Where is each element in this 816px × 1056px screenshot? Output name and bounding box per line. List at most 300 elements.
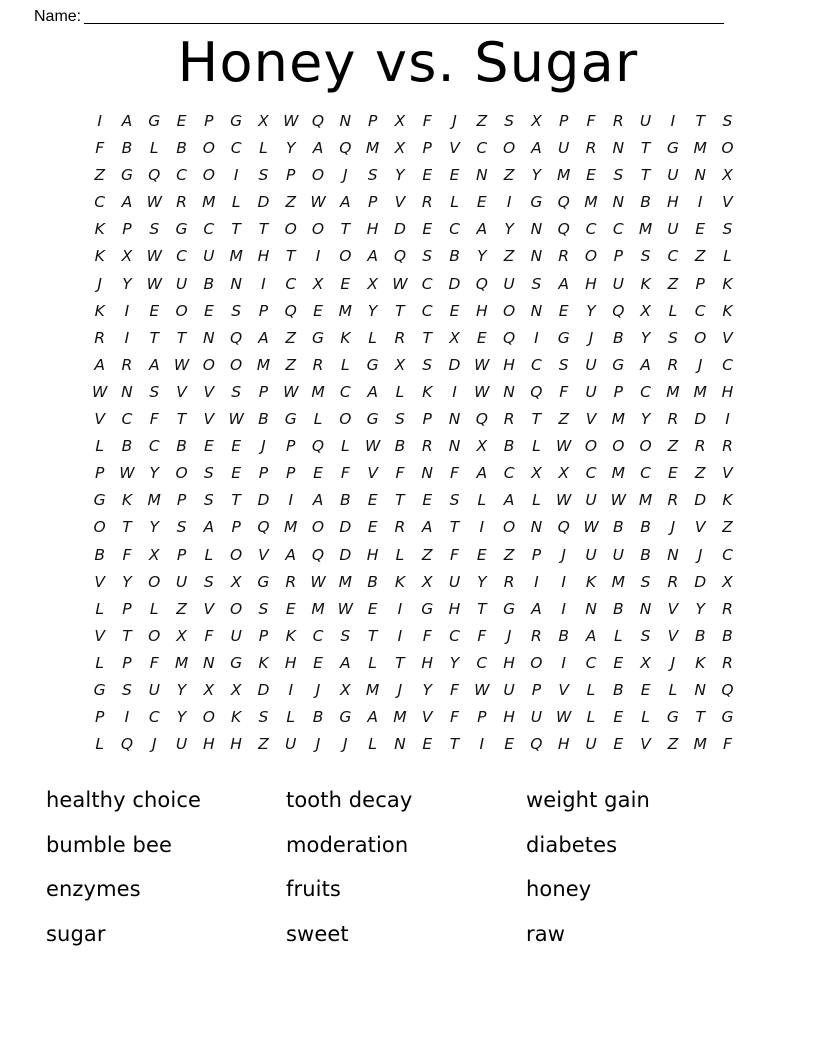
grid-letter[interactable]: S bbox=[449, 491, 460, 510]
grid-letter[interactable]: V bbox=[667, 626, 679, 645]
grid-letter[interactable]: Z bbox=[421, 545, 433, 564]
grid-letter[interactable]: K bbox=[121, 491, 133, 510]
grid-letter[interactable]: D bbox=[393, 220, 406, 239]
grid-letter[interactable]: G bbox=[666, 139, 679, 158]
grid-letter[interactable]: V bbox=[585, 410, 597, 429]
grid-letter[interactable]: B bbox=[558, 626, 570, 645]
grid-letter[interactable]: O bbox=[202, 166, 215, 185]
grid-letter[interactable]: K bbox=[394, 572, 405, 591]
grid-letter[interactable]: I bbox=[670, 112, 676, 130]
grid-letter[interactable]: K bbox=[422, 382, 433, 401]
grid-letter[interactable]: E bbox=[313, 653, 323, 672]
grid-letter[interactable]: B bbox=[394, 437, 406, 456]
grid-letter[interactable]: O bbox=[639, 437, 652, 456]
grid-letter[interactable]: L bbox=[95, 653, 104, 672]
grid-letter[interactable]: U bbox=[148, 680, 160, 699]
grid-letter[interactable]: Q bbox=[148, 166, 161, 185]
grid-letter[interactable]: Y bbox=[395, 166, 405, 185]
grid-letter[interactable]: Q bbox=[557, 220, 570, 239]
grid-letter[interactable]: R bbox=[94, 328, 106, 347]
grid-letter[interactable]: W bbox=[474, 382, 490, 401]
grid-letter[interactable]: P bbox=[258, 301, 269, 320]
grid-letter[interactable]: N bbox=[121, 382, 133, 401]
grid-letter[interactable]: S bbox=[203, 464, 214, 483]
grid-letter[interactable]: I bbox=[561, 599, 566, 618]
grid-letter[interactable]: W bbox=[610, 491, 626, 510]
grid-letter[interactable]: A bbox=[476, 464, 488, 483]
grid-letter[interactable]: U bbox=[530, 708, 543, 727]
grid-letter[interactable]: P bbox=[94, 464, 105, 483]
grid-letter[interactable]: P bbox=[258, 626, 269, 645]
grid-letter[interactable]: E bbox=[285, 599, 296, 618]
grid-letter[interactable]: V bbox=[421, 708, 433, 727]
grid-letter[interactable]: Y bbox=[477, 572, 487, 591]
grid-letter[interactable]: U bbox=[175, 735, 188, 754]
grid-letter[interactable]: R bbox=[722, 653, 733, 672]
word-search-grid[interactable] bbox=[86, 108, 734, 758]
grid-letter[interactable]: E bbox=[504, 735, 514, 754]
grid-letter[interactable]: C bbox=[585, 464, 597, 483]
grid-letter[interactable]: Y bbox=[477, 247, 487, 266]
grid-letter[interactable]: L bbox=[149, 139, 159, 158]
grid-letter[interactable]: D bbox=[694, 410, 707, 429]
grid-letter[interactable]: Z bbox=[476, 112, 488, 130]
grid-letter[interactable]: O bbox=[584, 437, 598, 456]
grid-letter[interactable]: O bbox=[339, 410, 352, 429]
grid-letter[interactable]: T bbox=[640, 139, 651, 158]
grid-letter[interactable]: E bbox=[176, 112, 187, 130]
grid-letter[interactable]: V bbox=[203, 382, 215, 401]
grid-letter[interactable]: Q bbox=[721, 680, 734, 699]
grid-letter[interactable]: P bbox=[531, 680, 542, 699]
grid-letter[interactable]: X bbox=[640, 301, 651, 320]
grid-letter[interactable]: B bbox=[121, 139, 133, 158]
grid-letter[interactable]: A bbox=[531, 599, 542, 618]
grid-letter[interactable]: M bbox=[666, 382, 680, 401]
grid-letter[interactable]: V bbox=[258, 545, 269, 564]
grid-letter[interactable]: L bbox=[395, 382, 405, 401]
grid-letter[interactable]: L bbox=[259, 139, 268, 158]
grid-letter[interactable]: L bbox=[95, 735, 104, 754]
grid-letter[interactable]: J bbox=[506, 626, 512, 645]
grid-letter[interactable]: Y bbox=[504, 220, 514, 239]
grid-letter[interactable]: U bbox=[585, 355, 597, 374]
grid-letter[interactable]: Z bbox=[285, 193, 297, 212]
grid-letter[interactable]: Y bbox=[422, 680, 432, 699]
grid-letter[interactable]: F bbox=[149, 410, 159, 429]
grid-letter[interactable]: T bbox=[395, 491, 405, 510]
grid-letter[interactable]: E bbox=[449, 166, 460, 185]
grid-letter[interactable]: C bbox=[285, 274, 297, 293]
grid-letter[interactable]: S bbox=[122, 680, 132, 699]
grid-letter[interactable]: Y bbox=[531, 166, 542, 185]
grid-letter[interactable]: I bbox=[697, 193, 703, 212]
grid-letter[interactable]: Z bbox=[667, 735, 679, 754]
grid-letter[interactable]: E bbox=[422, 166, 433, 185]
grid-letter[interactable]: D bbox=[257, 193, 270, 212]
name-input-blank[interactable] bbox=[84, 10, 724, 24]
grid-letter[interactable]: I bbox=[397, 626, 403, 645]
grid-letter[interactable]: H bbox=[503, 708, 515, 727]
grid-letter[interactable]: B bbox=[449, 247, 460, 266]
word-bank-item[interactable]: honey bbox=[526, 877, 592, 902]
grid-letter[interactable]: S bbox=[504, 112, 515, 130]
grid-letter[interactable]: V bbox=[640, 735, 651, 754]
grid-letter[interactable]: D bbox=[339, 545, 352, 564]
grid-letter[interactable]: I bbox=[479, 518, 485, 537]
grid-letter[interactable]: A bbox=[367, 708, 378, 727]
grid-letter[interactable]: M bbox=[638, 491, 653, 510]
grid-letter[interactable]: I bbox=[561, 653, 566, 672]
grid-letter[interactable]: M bbox=[229, 247, 243, 266]
grid-letter[interactable]: C bbox=[449, 220, 460, 239]
grid-letter[interactable]: R bbox=[585, 139, 597, 158]
grid-letter[interactable]: P bbox=[231, 518, 241, 537]
grid-letter[interactable]: I bbox=[725, 410, 730, 429]
grid-letter[interactable]: J bbox=[670, 518, 676, 537]
grid-letter[interactable]: N bbox=[448, 437, 461, 456]
grid-letter[interactable]: B bbox=[176, 139, 187, 158]
grid-letter[interactable]: E bbox=[695, 220, 706, 239]
grid-letter[interactable]: H bbox=[667, 193, 679, 212]
grid-letter[interactable]: R bbox=[421, 437, 433, 456]
grid-letter[interactable]: J bbox=[315, 735, 321, 754]
grid-letter[interactable]: B bbox=[176, 437, 187, 456]
grid-letter[interactable]: V bbox=[203, 599, 215, 618]
grid-letter[interactable]: K bbox=[258, 653, 269, 672]
grid-letter[interactable]: J bbox=[261, 437, 266, 456]
grid-letter[interactable]: M bbox=[557, 166, 571, 185]
grid-letter[interactable]: C bbox=[121, 410, 133, 429]
grid-letter[interactable]: E bbox=[449, 301, 460, 320]
grid-letter[interactable]: N bbox=[530, 247, 543, 266]
grid-letter[interactable]: E bbox=[640, 680, 651, 699]
grid-letter[interactable]: E bbox=[667, 464, 678, 483]
grid-letter[interactable]: W bbox=[146, 193, 162, 212]
grid-letter[interactable]: E bbox=[422, 220, 433, 239]
grid-letter[interactable]: O bbox=[530, 653, 543, 672]
grid-letter[interactable]: J bbox=[670, 653, 676, 672]
grid-letter[interactable]: J bbox=[588, 328, 594, 347]
grid-letter[interactable]: I bbox=[233, 166, 239, 185]
grid-letter[interactable]: T bbox=[422, 328, 432, 347]
grid-letter[interactable]: Q bbox=[612, 301, 625, 320]
grid-letter[interactable]: W bbox=[310, 572, 326, 591]
grid-letter[interactable]: N bbox=[694, 680, 706, 699]
grid-letter[interactable]: D bbox=[448, 274, 461, 293]
grid-letter[interactable]: K bbox=[722, 274, 733, 293]
grid-letter[interactable]: L bbox=[668, 680, 678, 699]
grid-letter[interactable]: W bbox=[91, 382, 108, 401]
grid-letter[interactable]: Q bbox=[475, 274, 488, 293]
grid-letter[interactable]: V bbox=[722, 328, 733, 347]
grid-letter[interactable]: Q bbox=[230, 328, 243, 347]
grid-letter[interactable]: G bbox=[284, 410, 297, 429]
grid-letter[interactable]: S bbox=[667, 328, 678, 347]
grid-letter[interactable]: S bbox=[258, 599, 269, 618]
grid-letter[interactable]: J bbox=[343, 166, 348, 185]
grid-letter[interactable]: P bbox=[258, 464, 269, 483]
grid-letter[interactable]: M bbox=[693, 382, 707, 401]
grid-letter[interactable]: Y bbox=[449, 653, 460, 672]
grid-letter[interactable]: Y bbox=[695, 599, 705, 618]
grid-letter[interactable]: E bbox=[231, 464, 242, 483]
grid-letter[interactable]: V bbox=[203, 410, 215, 429]
grid-letter[interactable]: P bbox=[176, 545, 187, 564]
grid-letter[interactable]: S bbox=[176, 518, 187, 537]
grid-letter[interactable]: T bbox=[367, 626, 378, 645]
grid-letter[interactable]: C bbox=[94, 193, 106, 212]
grid-letter[interactable]: Z bbox=[503, 545, 515, 564]
grid-letter[interactable]: L bbox=[477, 491, 487, 510]
grid-letter[interactable]: K bbox=[695, 653, 706, 672]
grid-letter[interactable]: I bbox=[397, 599, 403, 618]
grid-letter[interactable]: R bbox=[421, 193, 433, 212]
grid-letter[interactable]: X bbox=[340, 680, 351, 699]
grid-letter[interactable]: A bbox=[203, 518, 215, 537]
grid-letter[interactable]: Y bbox=[586, 301, 596, 320]
grid-letter[interactable]: V bbox=[558, 680, 569, 699]
grid-letter[interactable]: G bbox=[366, 355, 379, 374]
grid-letter[interactable]: C bbox=[585, 653, 597, 672]
grid-letter[interactable]: S bbox=[203, 491, 214, 510]
grid-letter[interactable]: L bbox=[450, 193, 459, 212]
grid-letter[interactable]: B bbox=[121, 437, 133, 456]
grid-letter[interactable]: A bbox=[531, 139, 542, 158]
grid-letter[interactable]: T bbox=[395, 653, 405, 672]
grid-letter[interactable]: Q bbox=[557, 518, 570, 537]
grid-letter[interactable]: X bbox=[449, 328, 460, 347]
grid-letter[interactable]: N bbox=[503, 382, 515, 401]
grid-letter[interactable]: F bbox=[422, 112, 432, 130]
grid-letter[interactable]: L bbox=[95, 599, 104, 618]
grid-letter[interactable]: Z bbox=[285, 355, 297, 374]
grid-letter[interactable]: Z bbox=[503, 166, 515, 185]
grid-letter[interactable]: U bbox=[558, 139, 570, 158]
grid-letter[interactable]: G bbox=[312, 328, 325, 347]
grid-letter[interactable]: O bbox=[503, 139, 516, 158]
grid-letter[interactable]: F bbox=[723, 735, 732, 754]
grid-letter[interactable]: R bbox=[176, 193, 187, 212]
grid-letter[interactable]: P bbox=[122, 220, 132, 239]
grid-letter[interactable]: X bbox=[394, 139, 406, 158]
grid-letter[interactable]: R bbox=[722, 437, 733, 456]
grid-letter[interactable]: X bbox=[258, 112, 269, 130]
grid-letter[interactable]: L bbox=[723, 247, 732, 266]
grid-letter[interactable]: V bbox=[94, 572, 105, 591]
grid-letter[interactable]: M bbox=[256, 355, 271, 374]
grid-letter[interactable]: P bbox=[477, 708, 487, 727]
grid-letter[interactable]: W bbox=[474, 680, 490, 699]
grid-letter[interactable]: A bbox=[340, 653, 351, 672]
grid-letter[interactable]: N bbox=[612, 193, 625, 212]
grid-letter[interactable]: W bbox=[173, 355, 190, 374]
grid-letter[interactable]: J bbox=[315, 680, 321, 699]
grid-letter[interactable]: T bbox=[258, 220, 269, 239]
grid-letter[interactable]: J bbox=[397, 680, 403, 699]
grid-letter[interactable]: G bbox=[93, 680, 106, 699]
grid-letter[interactable]: V bbox=[367, 464, 378, 483]
grid-letter[interactable]: X bbox=[558, 464, 569, 483]
grid-letter[interactable]: O bbox=[202, 355, 215, 374]
grid-letter[interactable]: N bbox=[585, 599, 597, 618]
grid-letter[interactable]: Z bbox=[258, 735, 269, 754]
grid-letter[interactable]: X bbox=[367, 274, 378, 293]
grid-letter[interactable]: L bbox=[95, 437, 104, 456]
grid-letter[interactable]: S bbox=[558, 355, 569, 374]
grid-letter[interactable]: N bbox=[476, 166, 488, 185]
grid-letter[interactable]: C bbox=[421, 274, 433, 293]
grid-letter[interactable]: Y bbox=[367, 301, 378, 320]
grid-letter[interactable]: Q bbox=[257, 518, 270, 537]
grid-letter[interactable]: Y bbox=[122, 572, 132, 591]
grid-letter[interactable]: L bbox=[368, 735, 377, 754]
grid-letter[interactable]: S bbox=[640, 626, 651, 645]
grid-letter[interactable]: W bbox=[474, 355, 490, 374]
grid-letter[interactable]: G bbox=[93, 491, 106, 510]
grid-letter[interactable]: B bbox=[367, 572, 378, 591]
grid-letter[interactable]: O bbox=[503, 301, 516, 320]
grid-letter[interactable]: C bbox=[421, 301, 433, 320]
grid-letter[interactable]: R bbox=[121, 355, 133, 374]
grid-letter[interactable]: N bbox=[694, 166, 706, 185]
grid-letter[interactable]: I bbox=[452, 382, 457, 401]
grid-letter[interactable]: C bbox=[476, 139, 488, 158]
grid-letter[interactable]: G bbox=[148, 112, 161, 130]
grid-letter[interactable]: L bbox=[341, 355, 350, 374]
grid-letter[interactable]: W bbox=[310, 193, 326, 212]
grid-letter[interactable]: N bbox=[203, 328, 215, 347]
word-bank-item[interactable]: diabetes bbox=[526, 832, 618, 857]
grid-letter[interactable]: T bbox=[285, 247, 296, 266]
grid-letter[interactable]: K bbox=[94, 220, 105, 239]
grid-letter[interactable]: S bbox=[231, 382, 242, 401]
grid-letter[interactable]: P bbox=[367, 112, 378, 130]
grid-letter[interactable]: B bbox=[612, 518, 624, 537]
grid-letter[interactable]: I bbox=[288, 680, 294, 699]
grid-letter[interactable]: L bbox=[532, 491, 541, 510]
grid-letter[interactable]: W bbox=[283, 382, 299, 401]
grid-letter[interactable]: Z bbox=[176, 599, 187, 618]
grid-letter[interactable]: M bbox=[611, 410, 625, 429]
grid-letter[interactable]: M bbox=[611, 464, 625, 483]
grid-letter[interactable]: L bbox=[641, 708, 650, 727]
grid-letter[interactable]: I bbox=[315, 247, 321, 266]
grid-letter[interactable]: H bbox=[448, 599, 461, 618]
word-bank-item[interactable]: weight gain bbox=[526, 788, 650, 813]
grid-letter[interactable]: B bbox=[612, 599, 624, 618]
grid-letter[interactable]: C bbox=[148, 437, 160, 456]
grid-letter[interactable]: Y bbox=[122, 274, 132, 293]
grid-letter[interactable]: W bbox=[283, 112, 299, 130]
grid-letter[interactable]: O bbox=[503, 518, 516, 537]
grid-letter[interactable]: W bbox=[556, 708, 572, 727]
grid-letter[interactable]: C bbox=[148, 708, 160, 727]
grid-letter[interactable]: R bbox=[667, 572, 679, 591]
grid-letter[interactable]: W bbox=[146, 274, 162, 293]
grid-letter[interactable]: K bbox=[340, 328, 351, 347]
grid-letter[interactable]: D bbox=[257, 491, 270, 510]
grid-letter[interactable]: S bbox=[258, 708, 269, 727]
grid-letter[interactable]: X bbox=[230, 680, 242, 699]
grid-letter[interactable]: W bbox=[556, 437, 572, 456]
grid-letter[interactable]: Q bbox=[120, 735, 134, 754]
grid-letter[interactable]: N bbox=[612, 139, 625, 158]
grid-letter[interactable]: L bbox=[586, 708, 596, 727]
grid-letter[interactable]: J bbox=[151, 735, 157, 754]
grid-letter[interactable]: H bbox=[366, 220, 379, 239]
grid-letter[interactable]: M bbox=[693, 735, 707, 754]
grid-letter[interactable]: Z bbox=[667, 274, 679, 293]
grid-letter[interactable]: G bbox=[366, 410, 379, 429]
grid-letter[interactable]: O bbox=[175, 301, 188, 320]
grid-letter[interactable]: L bbox=[231, 193, 241, 212]
grid-letter[interactable]: Z bbox=[667, 437, 679, 456]
grid-letter[interactable]: S bbox=[640, 247, 651, 266]
grid-letter[interactable]: V bbox=[722, 193, 733, 212]
grid-letter[interactable]: A bbox=[367, 247, 378, 266]
grid-letter[interactable]: N bbox=[203, 653, 215, 672]
grid-letter[interactable]: S bbox=[531, 274, 542, 293]
grid-letter[interactable]: F bbox=[149, 653, 159, 672]
grid-letter[interactable]: Q bbox=[311, 545, 325, 564]
grid-letter[interactable]: E bbox=[340, 274, 351, 293]
grid-letter[interactable]: G bbox=[230, 653, 243, 672]
grid-letter[interactable]: W bbox=[583, 518, 599, 537]
grid-letter[interactable]: Y bbox=[285, 139, 296, 158]
word-bank-item[interactable]: fruits bbox=[286, 877, 341, 902]
grid-letter[interactable]: A bbox=[340, 193, 351, 212]
grid-letter[interactable]: A bbox=[421, 518, 433, 537]
grid-letter[interactable]: G bbox=[721, 708, 734, 727]
grid-letter[interactable]: V bbox=[449, 139, 460, 158]
grid-letter[interactable]: P bbox=[286, 437, 296, 456]
grid-letter[interactable]: R bbox=[394, 518, 406, 537]
grid-letter[interactable]: E bbox=[476, 193, 487, 212]
grid-letter[interactable]: A bbox=[258, 328, 269, 347]
grid-letter[interactable]: A bbox=[312, 139, 324, 158]
grid-letter[interactable]: G bbox=[530, 193, 543, 212]
grid-letter[interactable]: L bbox=[149, 599, 159, 618]
grid-letter[interactable]: G bbox=[503, 599, 516, 618]
grid-letter[interactable]: O bbox=[311, 518, 325, 537]
grid-letter[interactable]: U bbox=[585, 735, 597, 754]
grid-letter[interactable]: B bbox=[640, 518, 651, 537]
grid-letter[interactable]: O bbox=[284, 220, 297, 239]
grid-letter[interactable]: C bbox=[203, 220, 215, 239]
grid-letter[interactable]: R bbox=[312, 355, 324, 374]
grid-letter[interactable]: E bbox=[149, 301, 160, 320]
grid-letter[interactable]: U bbox=[639, 112, 652, 130]
grid-letter[interactable]: Q bbox=[503, 328, 516, 347]
grid-letter[interactable]: U bbox=[503, 274, 515, 293]
grid-letter[interactable]: V bbox=[667, 599, 679, 618]
grid-letter[interactable]: L bbox=[286, 708, 296, 727]
grid-letter[interactable]: J bbox=[697, 355, 703, 374]
grid-letter[interactable]: A bbox=[503, 491, 515, 510]
grid-letter[interactable]: O bbox=[230, 599, 243, 618]
grid-letter[interactable]: L bbox=[586, 680, 596, 699]
grid-letter[interactable]: C bbox=[312, 626, 324, 645]
grid-letter[interactable]: V bbox=[94, 626, 105, 645]
grid-letter[interactable]: I bbox=[124, 301, 130, 320]
grid-letter[interactable]: E bbox=[367, 599, 378, 618]
grid-letter[interactable]: O bbox=[202, 139, 215, 158]
word-bank-item[interactable]: raw bbox=[526, 921, 565, 946]
grid-letter[interactable]: S bbox=[422, 355, 433, 374]
grid-letter[interactable]: E bbox=[367, 491, 378, 510]
grid-letter[interactable]: X bbox=[176, 626, 187, 645]
